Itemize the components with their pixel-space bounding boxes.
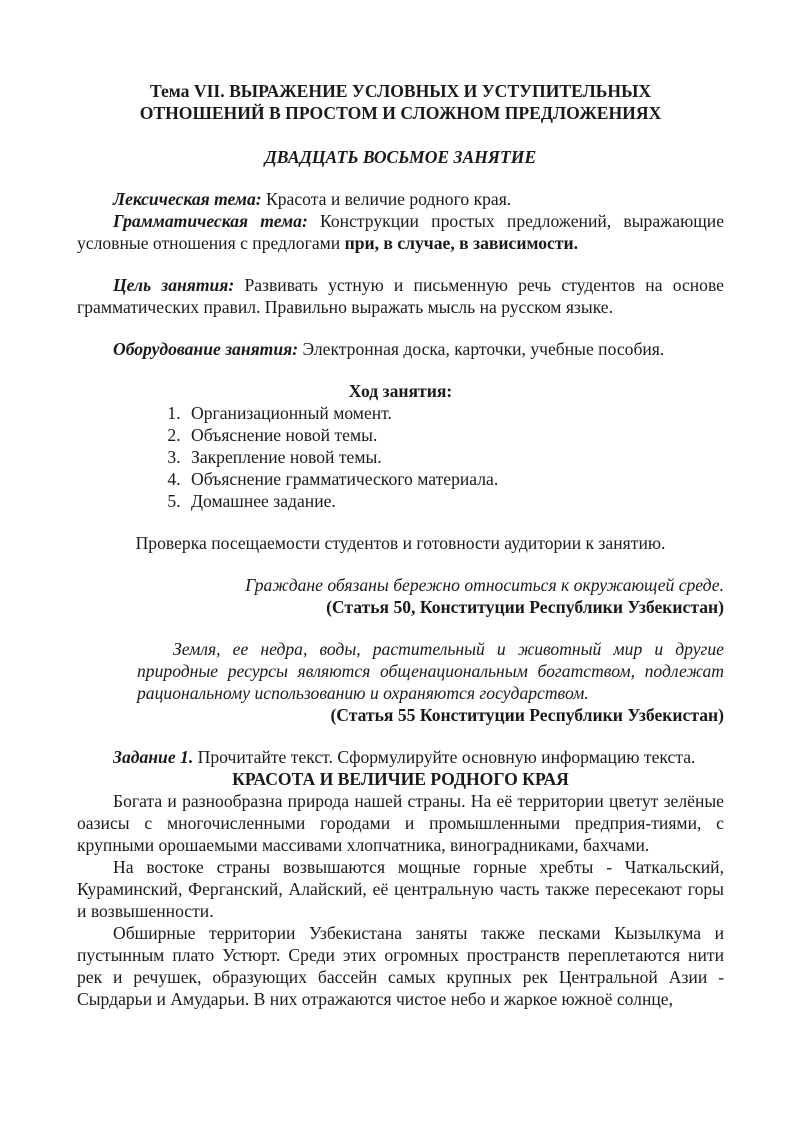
list-item: 5. Домашнее задание. [185, 490, 724, 512]
list-item: 1. Организационный момент. [185, 402, 724, 424]
lexical-topic-value: Красота и величие родного края. [261, 189, 512, 209]
quote-2-source: (Статья 55 Конституции Республики Узбекистан) [330, 705, 724, 725]
reading-paragraph-3: Обширные территории Узбекистана заняты также песками Кызылкума и пустынным плато Устюрт. Среди этих огромных пространств переплетаются нити рек и речушек, образующих бассейн самых крупных рек Центральной Азии - Сырдарьи и Амударьи. В них отражаются чистое небо и жаркое южноё солнце, [77, 923, 724, 1009]
lesson-equipment [77, 338, 724, 360]
task-1 [77, 746, 724, 768]
grammar-topic-prepositions: при, в случае, в зависимости. [344, 233, 579, 253]
topic-title-line-2: ОТНОШЕНИЙ В ПРОСТОМ И СЛОЖНОМ ПРЕДЛОЖЕНИЯХ [139, 103, 662, 123]
reading-paragraph-2: На востоке страны возвышаются мощные горные хребты - Чаткальский, Кураминский, Ферганский, Алайский, её центральную часть также пересекают горы и возвышенности. [77, 857, 724, 921]
lesson-goal [77, 274, 724, 318]
lesson-goal-label: Цель занятия: [113, 275, 235, 295]
topic-title-line-1: Тема VII. ВЫРАЖЕНИЕ УСЛОВНЫХ И УСТУПИТЕЛЬНЫХ [149, 81, 652, 101]
task-1-text: Прочитайте текст. Сформулируйте основную информацию текста. [193, 747, 696, 767]
document-page [77, 80, 724, 1010]
course-heading: Ход занятия: [348, 381, 453, 401]
quote-2-text [77, 638, 724, 704]
quote-1-text: Граждане обязаны бережно относиться к окружающей среде. [245, 575, 724, 595]
list-item: 4. Объяснение грамматического материала. [185, 468, 724, 490]
lesson-equipment-value: Электронная доска, карточки, учебные пособия. [298, 339, 665, 359]
lexical-topic [77, 188, 724, 210]
lexical-topic-label: Лексическая тема: [113, 189, 262, 209]
grammar-topic [77, 210, 724, 254]
course-steps-list [77, 402, 724, 512]
lesson-equipment-label: Оборудование занятия: [113, 339, 299, 359]
attendance-note: Проверка посещаемости студентов и готовности аудитории к занятию. [135, 533, 666, 553]
grammar-topic-value: Конструкции простых предложений, выражающие условные отношения с предлогами [77, 211, 725, 253]
lesson-goal-value: Развивать устную и письменную речь студентов на основе грамматических правил. Правильно выражать мысль на русском языке. [77, 275, 724, 317]
list-item: 3. Закрепление новой темы. [185, 446, 724, 468]
reading-title: КРАСОТА И ВЕЛИЧИЕ РОДНОГО КРАЯ [232, 769, 569, 789]
task-1-label: Задание 1. [113, 747, 194, 767]
reading-paragraph-1: Богата и разнообразна природа нашей страны. На её территории цветут зелёные оазисы с многочисленными городами и промышленными предприя-тиями, с крупными орошаемыми массивами хлопчатника, виноградниками, бахчами. [77, 791, 724, 855]
quote-1-source: (Статья 50, Конституции Республики Узбекистан) [326, 597, 724, 617]
topic-title [77, 80, 724, 124]
lesson-title: ДВАДЦАТЬ ВОСЬМОЕ ЗАНЯТИЕ [264, 147, 537, 167]
quote-2-body: Земля, ее недра, воды, растительный и животный мир и другие природные ресурсы являются общенациональным богатством, подлежат рациональному использованию и охраняются государством. [137, 639, 724, 703]
grammar-topic-label: Грамматическая тема: [113, 211, 308, 231]
list-item: 2. Объяснение новой темы. [185, 424, 724, 446]
